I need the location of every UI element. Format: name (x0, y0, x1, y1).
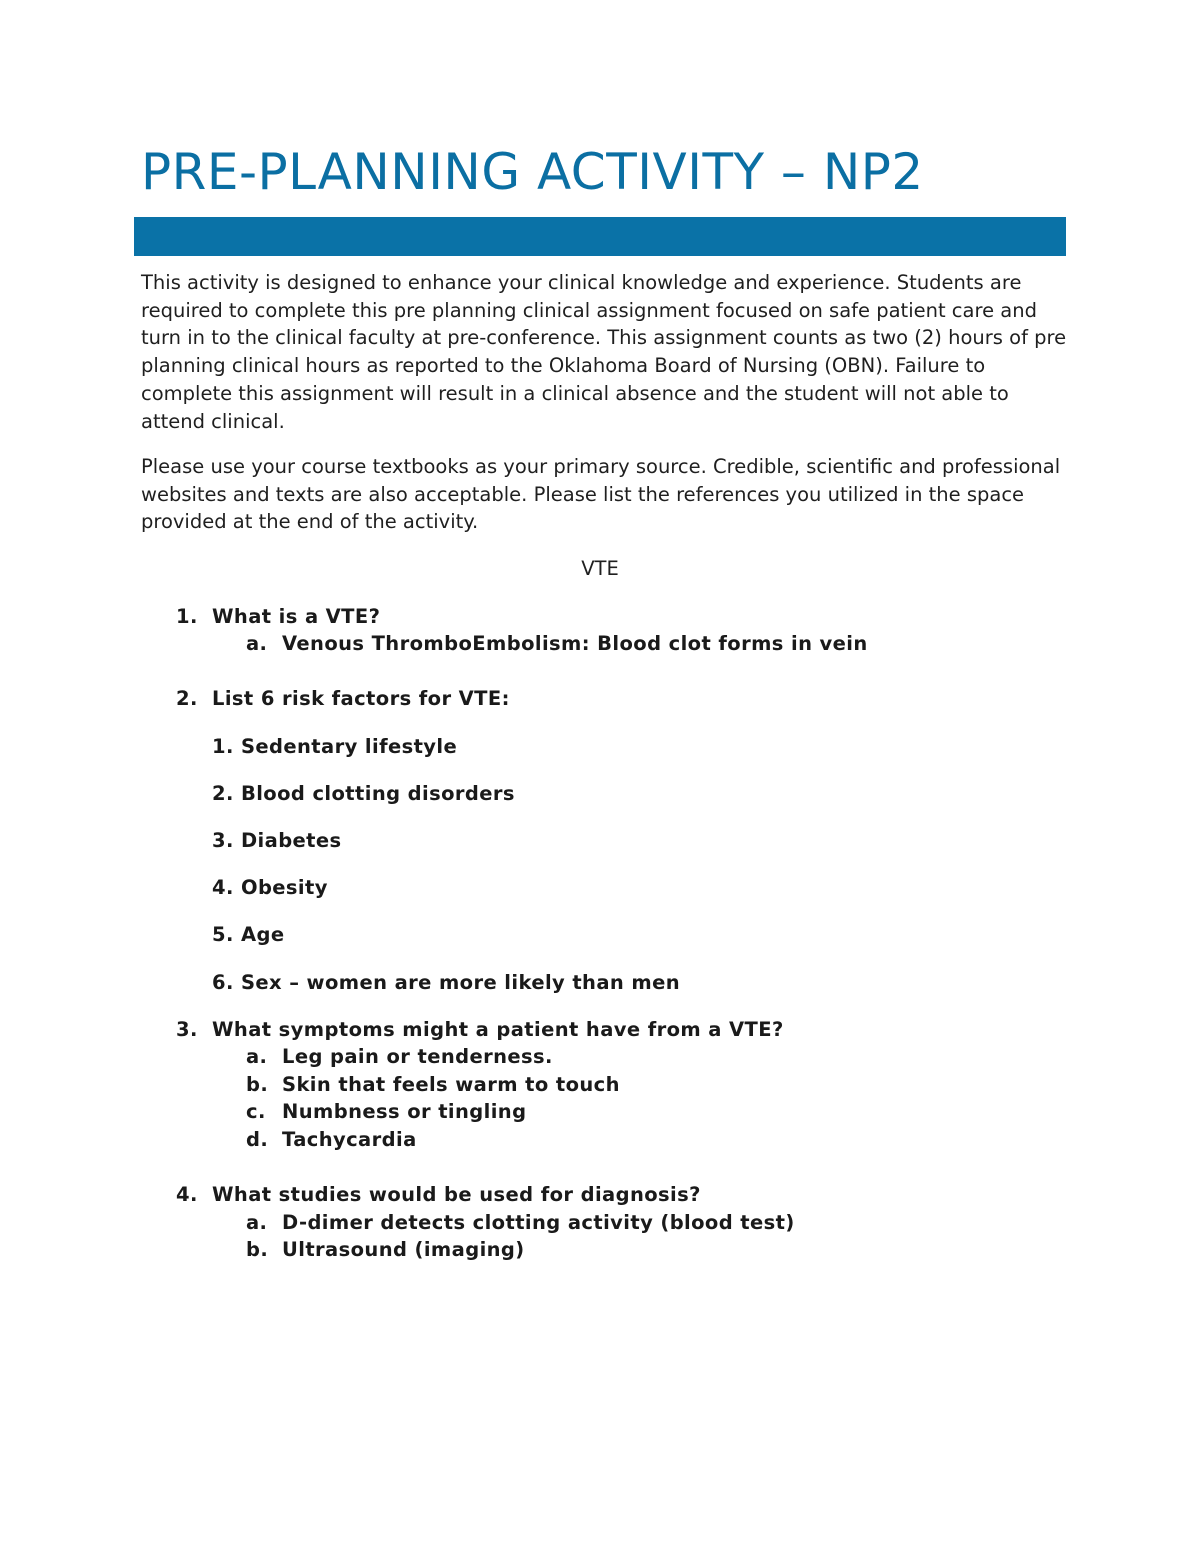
answer-item (246, 1071, 620, 1099)
question-number: 3. (176, 1018, 198, 1041)
answer-item (246, 1126, 417, 1154)
answer-item (246, 1209, 795, 1237)
question-3 (176, 1016, 784, 1044)
answer-text: Leg pain or tenderness. (282, 1045, 553, 1068)
page-title: PRE-PLANNING ACTIVITY – NP2 (141, 143, 924, 201)
answer-item (246, 1236, 525, 1264)
risk-factor-item: 2. Blood clotting disorders (212, 782, 515, 805)
answer-text: Numbness or tingling (282, 1100, 527, 1123)
sources-paragraph: Please use your course textbooks as your primary source. Credible, scientific and professional websites and texts are also acceptable. Please list the references you utilized in the space provided at the end of the activity. (141, 455, 1061, 534)
answer-item (246, 630, 868, 658)
question-1 (176, 603, 380, 631)
section-heading: VTE (581, 557, 619, 580)
question-text: What symptoms might a patient have from a VTE? (212, 1018, 784, 1041)
question-text: What is a VTE? (212, 605, 381, 628)
answer-item (246, 1098, 526, 1126)
answer-marker: c. (246, 1100, 266, 1123)
answer-text: Tachycardia (282, 1128, 417, 1151)
risk-factor-item: 3. Diabetes (212, 829, 342, 852)
answer-text: Skin that feels warm to touch (282, 1073, 620, 1096)
question-text: List 6 risk factors for VTE: (212, 687, 510, 710)
question-number: 4. (176, 1183, 198, 1206)
answer-item (246, 1043, 553, 1071)
question-text: What studies would be used for diagnosis? (212, 1183, 701, 1206)
answer-marker: b. (246, 1238, 269, 1261)
intro-paragraph: This activity is designed to enhance your clinical knowledge and experience. Students are required to complete this pre planning clinical assignment focused on safe patient care and turn in to the clinical faculty at pre-conference. This assignment counts as two (2) hours of pre planning clinical hours as reported to the Oklahoma Board of Nursing (OBN). Failure to complete this assignment will result in a clinical absence and the student will not able to attend clinical. (141, 271, 1067, 433)
answer-marker: d. (246, 1128, 269, 1151)
answer-text: D-dimer detects clotting activity (blood test) (282, 1211, 795, 1234)
answer-marker: b. (246, 1073, 269, 1096)
answer-marker: a. (246, 632, 268, 655)
answer-text: Ultrasound (imaging) (282, 1238, 525, 1261)
question-2 (176, 685, 510, 713)
risk-factor-item: 4. Obesity (212, 876, 328, 899)
risk-factor-item: 1. Sedentary lifestyle (212, 735, 458, 758)
answer-marker: a. (246, 1045, 268, 1068)
risk-factor-item: 5. Age (212, 923, 285, 946)
question-4 (176, 1181, 701, 1209)
answer-marker: a. (246, 1211, 268, 1234)
question-number: 2. (176, 687, 198, 710)
answer-text: Venous ThromboEmbolism: Blood clot forms in vein (282, 632, 868, 655)
title-underline-bar (134, 217, 1066, 256)
question-number: 1. (176, 605, 198, 628)
risk-factor-item: 6. Sex – women are more likely than men (212, 971, 680, 994)
